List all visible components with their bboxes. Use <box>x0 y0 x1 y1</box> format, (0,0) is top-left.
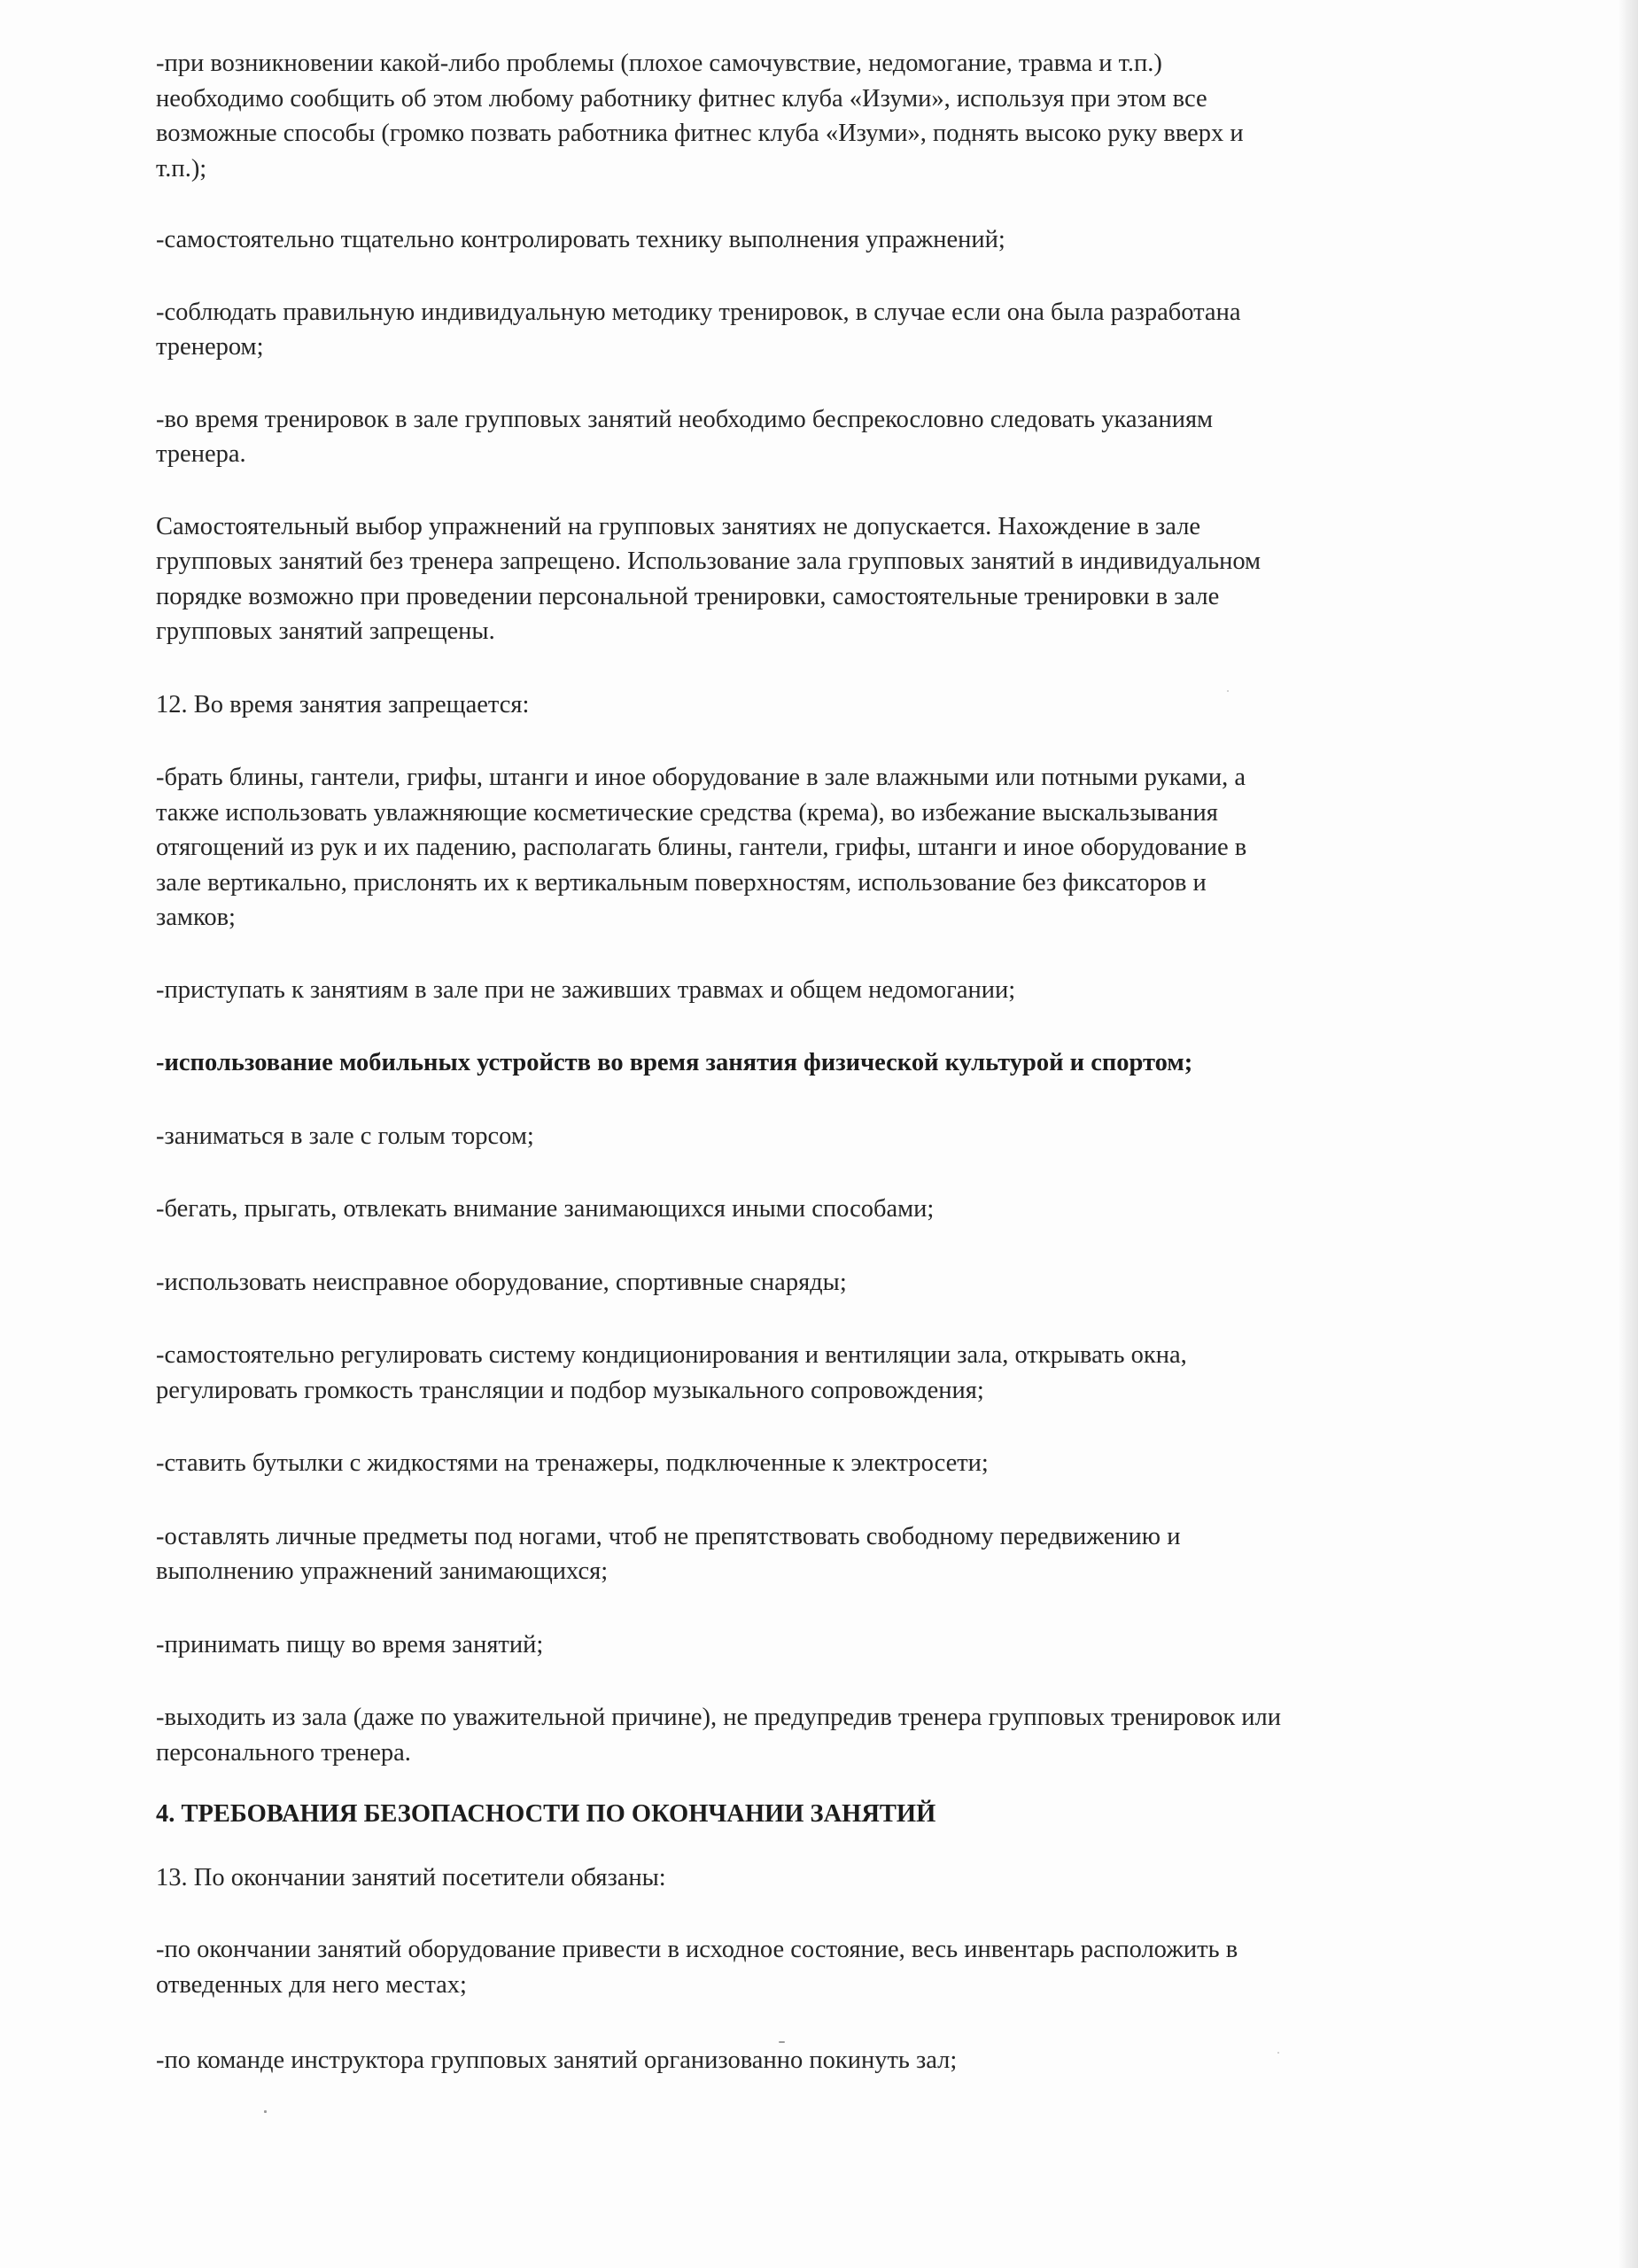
duty-leave-hall: -по команде инструктора групповых занятий организованно покинуть зал; <box>156 2047 958 2074</box>
prohibition-equipment-handling: -брать блины, гантели, грифы, штанги и иное оборудование в зале влажными или потными руками, а также использовать увлажняющие косметические средства (крема), во избежание выскальзывания отягощений из рук и их падению, располагать блины, гантели, грифы, штанги и иное оборудование в зале вертикально, прислонять их к вертикальным поверхностям, использование без фиксаторов и замков; <box>156 764 1247 931</box>
prohibition-bare-torso: -заниматься в зале с голым торсом; <box>156 1122 534 1150</box>
paragraph-group-hall-rules: Самостоятельный выбор упражнений на групповых занятиях не допускается. Нахождение в зале групповых занятий без тренера запрещено. Использование зала групповых занятий в индивидуальном порядке возможно при проведении персональной тренировки, самостоятельные тренировки в зале групповых занятий запрещены. <box>156 512 1261 645</box>
prohibition-climate-control: -самостоятельно регулировать систему кондиционирования и вентиляции зала, открывать окна, регулировать громкость трансляции и подбор музыкального сопровождения; <box>156 1341 1187 1404</box>
page-edge-shadow <box>1619 0 1638 2268</box>
scan-speck <box>264 2110 267 2113</box>
prohibition-bottles: -ставить бутылки с жидкостями на тренажеры, подключенные к электросети; <box>156 1449 989 1477</box>
paragraph-individual-method: -соблюдать правильную индивидуальную методику тренировок, в случае если она была разработана тренером; <box>156 298 1241 361</box>
prohibition-faulty-equipment: -использовать неисправное оборудование, спортивные снаряды; <box>156 1268 847 1296</box>
scan-speck <box>1227 690 1229 692</box>
prohibition-eating: -принимать пищу во время занятий; <box>156 1630 544 1658</box>
paragraph-control-technique: -самостоятельно тщательно контролировать технику выполнения упражнений; <box>156 226 1005 253</box>
prohibition-mobile-devices: -использование мобильных устройств во время занятия физической культурой и спортом; <box>156 1049 1193 1076</box>
section-item-13: 13. По окончании занятий посетители обязаны: <box>156 1863 666 1891</box>
prohibition-running: -бегать, прыгать, отвлекать внимание занимающихся иными способами; <box>156 1195 935 1223</box>
section-heading-4: 4. ТРЕБОВАНИЯ БЕЗОПАСНОСТИ ПО ОКОНЧАНИИ ЗАНЯТИЙ <box>156 1800 936 1828</box>
document-body <box>156 46 1520 2078</box>
duty-return-equipment: -по окончании занятий оборудование привести в исходное состояние, весь инвентарь расположить в отведенных для него местах; <box>156 1936 1238 1999</box>
scan-speck <box>779 2041 785 2043</box>
paragraph-report-problem: -при возникновении какой-либо проблемы (плохое самочувствие, недомогание, травма и т.п.) необходимо сообщить об этом любому работнику фитнес клуба «Изуми», используя при этом все возможные способы (громко позвать работника фитнес клуба «Изуми», поднять высоко руку вверх и т.п.); <box>156 50 1244 183</box>
section-item-12: 12. Во время занятия запрещается: <box>156 690 530 718</box>
prohibition-injuries: -приступать к занятиям в зале при не заживших травмах и общем недомогании; <box>156 975 1016 1004</box>
prohibition-personal-items: -оставлять личные предметы под ногами, чтоб не препятствовать свободному передвижению и выполнению упражнений занимающихся; <box>156 1522 1181 1585</box>
scan-speck <box>1277 2052 1279 2054</box>
prohibition-leaving-hall: -выходить из зала (даже по уважительной причине), не предупредив тренера групповых тренировок или персонального тренера. <box>156 1704 1282 1767</box>
paragraph-follow-trainer: -во время тренировок в зале групповых занятий необходимо беспрекословно следовать указаниям тренера. <box>156 405 1214 468</box>
